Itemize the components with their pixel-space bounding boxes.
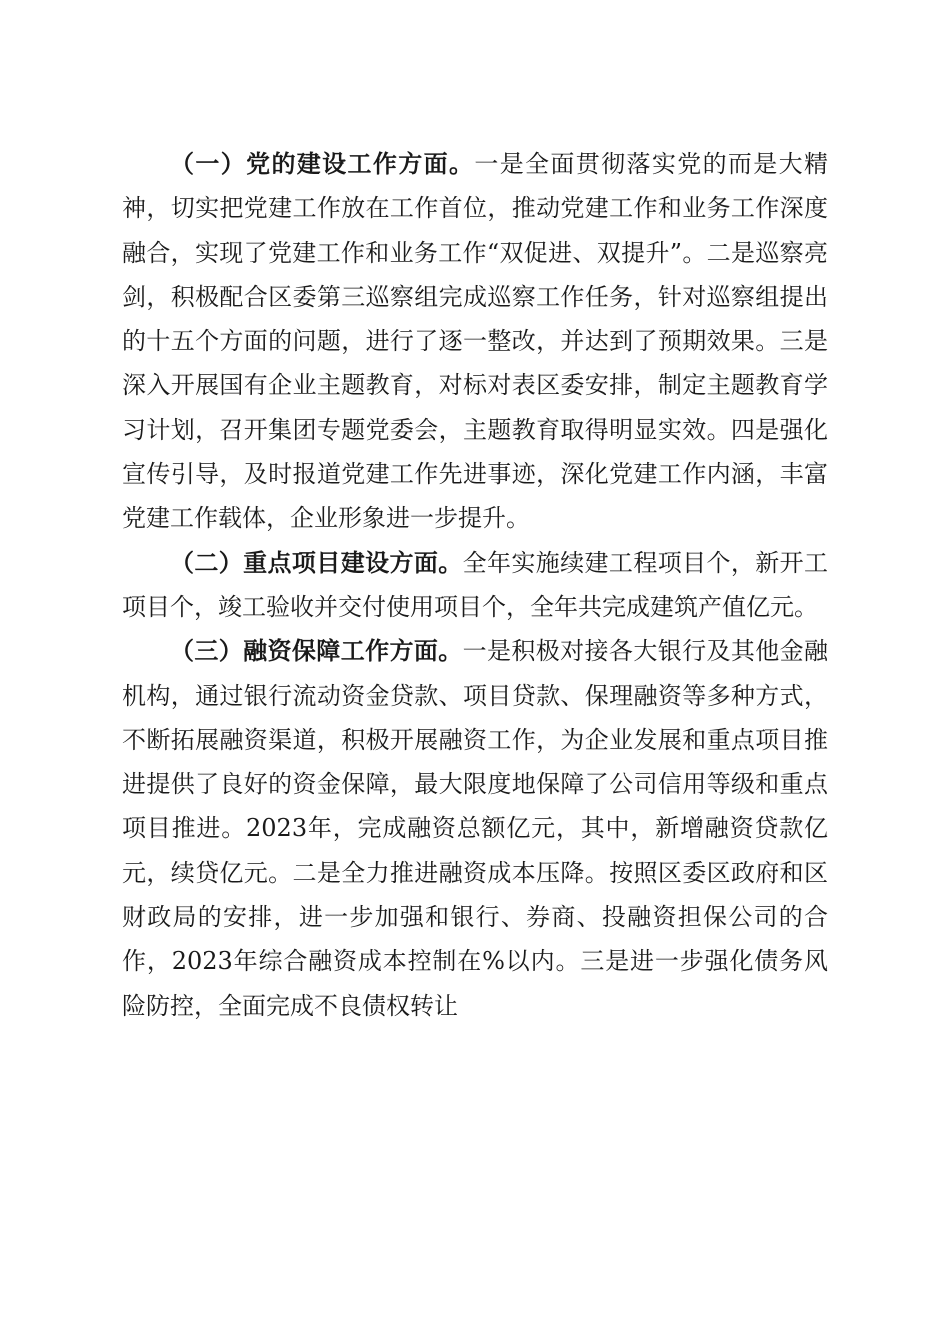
paragraph-heading: （一）党的建设工作方面。 xyxy=(170,149,475,178)
paragraph-text: 一是全面贯彻落实党的而是大精神，切实把党建工作放在工作首位，推动党建工作和业务工作深度融合，实现了党建工作和业务工作“双促进、双提升”。二是巡察亮剑，积极配合区委第三巡察组完成巡察工作任务，针对巡察组提出的十五个方面的问题，进行了逐一整改，并达到了预期效果。三是深入开展国有企业主题教育，对标对表区委安排，制定主题教育学习计划，召开集团专题党委会，主题教育取得明显实效。四是强化宣传引导，及时报道党建工作先进事迹，深化党建工作内涵，丰富党建工作载体，企业形象进一步提升。 xyxy=(122,150,829,533)
paragraph-key-projects xyxy=(122,541,828,630)
paragraph-heading: （三）融资保障工作方面。 xyxy=(170,636,463,666)
paragraph-text: 一是积极对接各大银行及其他金融机构，通过银行流动资金贷款、项目贷款、保理融资等多种方式，不断拓展融资渠道，积极开展融资工作，为企业发展和重点项目推进提供了良好的资金保障，最大限度地保障了公司信用等级和重点项目推进。2023年，完成融资总额亿元，其中，新增融资贷款亿元，续贷亿元。二是全力推进融资成本压降。按照区委区政府和区财政局的安排，进一步加强和银行、券商、投融资担保公司的合作，2023年综合融资成本控制在%以内。三是进一步强化债务风险防控，全面完成不良债权转让 xyxy=(122,637,829,1020)
paragraph-party-building xyxy=(122,142,828,541)
paragraph-text: 全年实施续建工程项目个，新开工项目个，竣工验收并交付使用项目个，全年共完成建筑产值亿元。 xyxy=(122,548,829,621)
paragraph-heading: （二）重点项目建设方面。 xyxy=(170,547,463,577)
paragraph-financing xyxy=(122,629,828,1028)
document-body xyxy=(122,142,828,1028)
